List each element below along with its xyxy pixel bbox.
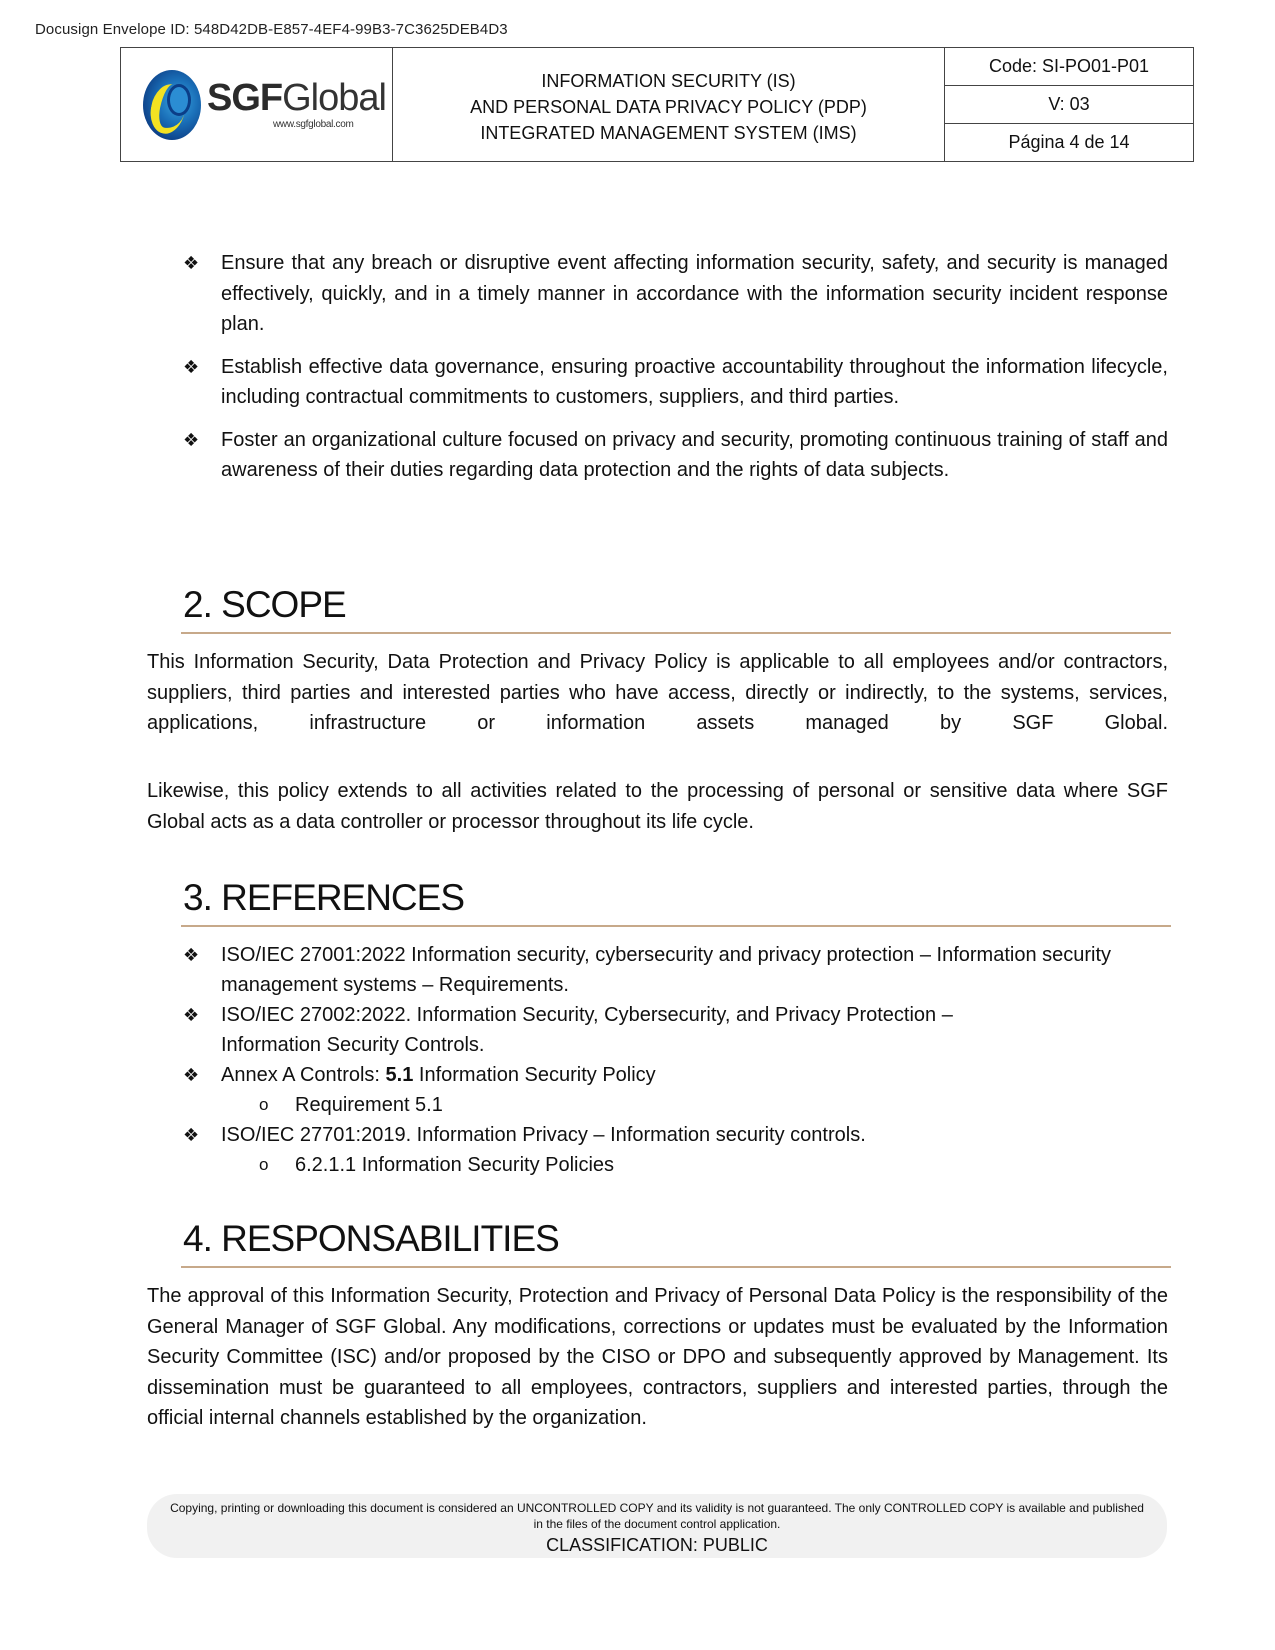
section-divider	[181, 632, 1171, 634]
diamond-bullet-icon: ❖	[183, 1005, 200, 1025]
document-header-table	[120, 47, 1194, 162]
title-line-2: AND PERSONAL DATA PRIVACY POLICY (PDP)	[470, 96, 867, 117]
list-item: ❖ ISO/IEC 27002:2022. Information Security, Cybersecurity, and Privacy Protection – Information Security Controls.	[183, 1000, 1168, 1060]
scope-paragraph-2: Likewise, this policy extends to all activities related to the processing of personal or sensitive data where SGF Global acts as a data controller or processor throughout its life cycle.	[147, 780, 1168, 833]
diamond-bullet-icon: ❖	[183, 1125, 200, 1145]
sgf-globe-logo-icon	[143, 70, 201, 140]
list-item: ❖ Ensure that any breach or disruptive event affecting information security, safety, and security is managed effectively, quickly, and in a timely manner in accordance with the information security incident response plan.	[183, 248, 1168, 340]
document-code: Code: SI-PO01-P01	[945, 48, 1193, 86]
circle-bullet-icon: o	[259, 1155, 269, 1174]
document-version: V: 03	[945, 86, 1193, 124]
logo-wordmark: SGFGlobal	[207, 77, 386, 119]
sub-list-item: o 6.2.1.1 Information Security Policies	[183, 1150, 1168, 1180]
classification-label: CLASSIFICATION: PUBLIC	[546, 1535, 768, 1555]
diamond-bullet-icon: ❖	[183, 356, 200, 377]
section-heading-responsibilities: 4. RESPONSABILITIES	[183, 1218, 559, 1259]
document-title	[393, 48, 945, 161]
document-meta	[945, 48, 1193, 161]
section-divider	[181, 1266, 1171, 1268]
list-item: ❖ ISO/IEC 27001:2022 Information security, cybersecurity and privacy protection – Information security management systems – Requirements.	[183, 940, 1168, 1000]
list-item: ❖ Establish effective data governance, ensuring proactive accountability throughout the information lifecycle, including contractual commitments to customers, suppliers, and third parties.	[183, 352, 1168, 413]
section-heading-scope: 2. SCOPE	[183, 584, 346, 625]
page-number: Página 4 de 14	[1008, 132, 1130, 152]
references-list	[183, 940, 1168, 1180]
section-heading-references: 3. REFERENCES	[183, 877, 465, 918]
objectives-bullet-list	[183, 248, 1168, 486]
logo-cell	[121, 48, 393, 161]
docusign-envelope-id: Docusign Envelope ID: 548D42DB-E857-4EF4-99B3-7C3625DEB4D3	[35, 21, 508, 38]
diamond-bullet-icon: ❖	[183, 1065, 200, 1085]
title-line-3: INTEGRATED MANAGEMENT SYSTEM (IMS)	[480, 122, 857, 143]
circle-bullet-icon: o	[259, 1095, 269, 1114]
list-item: ❖ Annex A Controls: 5.1 Information Security Policy	[183, 1060, 1168, 1090]
diamond-bullet-icon: ❖	[183, 429, 200, 450]
sub-list-item: o Requirement 5.1	[183, 1090, 1168, 1120]
list-item: ❖ Foster an organizational culture focused on privacy and security, promoting continuous training of staff and awareness of their duties regarding data protection and the rights of data subjects.	[183, 425, 1168, 486]
diamond-bullet-icon: ❖	[183, 253, 200, 273]
document-footer	[147, 1494, 1167, 1558]
diamond-bullet-icon: ❖	[183, 945, 200, 965]
scope-paragraph-1: This Information Security, Data Protection and Privacy Policy is applicable to all employees and/or contractors, suppliers, third parties and interested parties who have access, directly or indirectly, to the systems, services, applications, infrastructure or information assets managed by SGF Global.	[147, 651, 1168, 734]
title-line-1: INFORMATION SECURITY (IS)	[541, 70, 796, 91]
section-divider	[181, 925, 1171, 927]
responsibilities-paragraph: The approval of this Information Security, Protection and Privacy of Personal Data Policy is the responsibility of the General Manager of SGF Global. Any modifications, corrections or updates must be evaluated by the Information Security Committee (ISC) and/or proposed by the CISO or DPO and subsequently approved by Management. Its dissemination must be guaranteed to all employees, contractors, suppliers and interested parties, through the official internal channels established by the organization.	[147, 1285, 1168, 1429]
list-item: ❖ ISO/IEC 27701:2019. Information Privacy – Information security controls.	[183, 1120, 1168, 1150]
logo-url: www.sgfglobal.com	[273, 119, 354, 130]
uncontrolled-copy-notice: Copying, printing or downloading this document is considered an UNCONTROLLED COPY and its validity is not guaranteed. The only CONTROLLED COPY is available and published in the files of the document control application.	[170, 1501, 1144, 1531]
